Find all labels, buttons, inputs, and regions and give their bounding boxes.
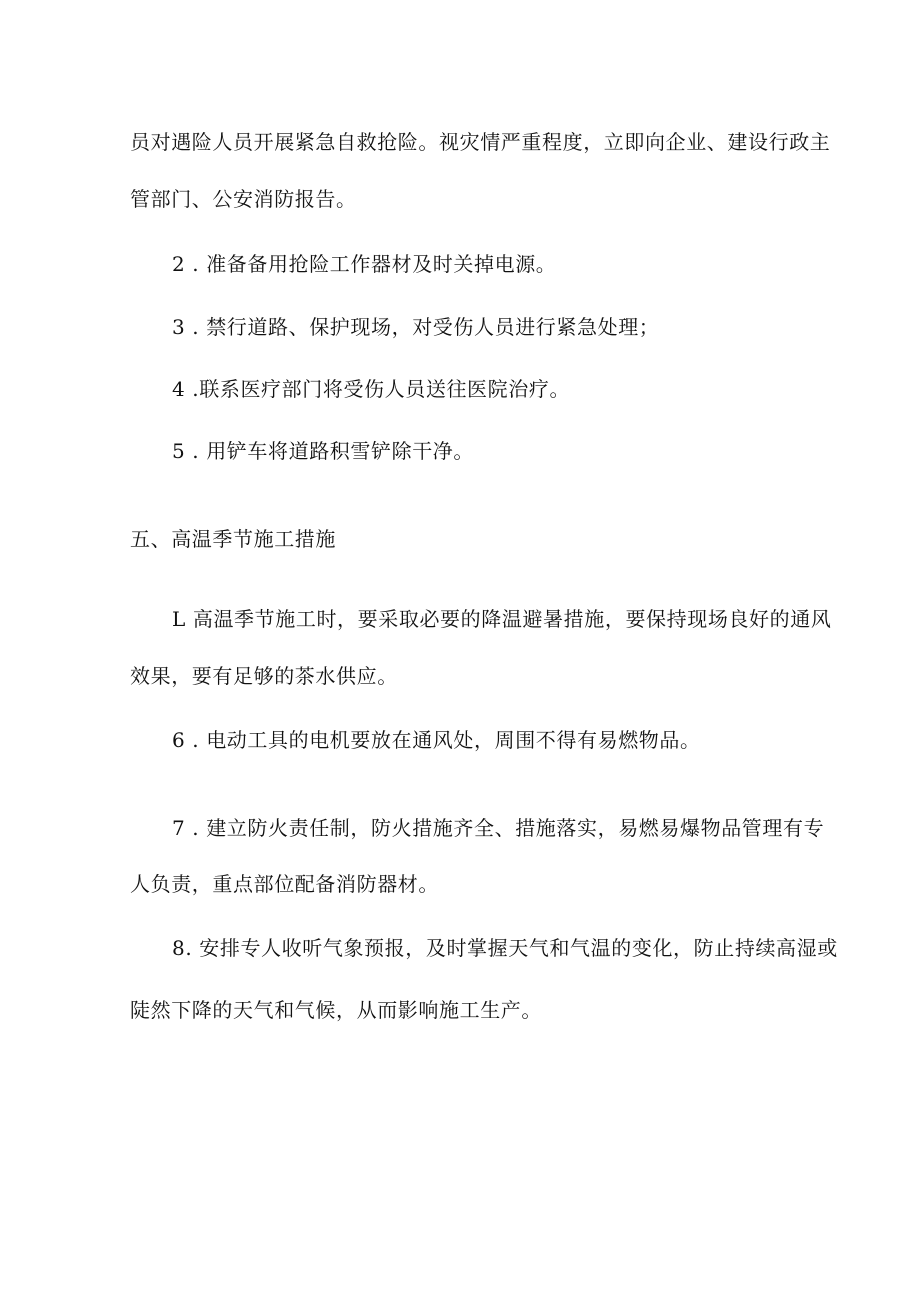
list-item: 2 . 准备备用抢险工作器材及时关掉电源。 (172, 252, 557, 276)
section-heading: 五、高温季节施工措施 (130, 527, 336, 551)
list-item: L 高温季节施工时，要采取必要的降温避暑措施，要保持现场良好的通风 (172, 607, 832, 631)
paragraph-line: 人负责，重点部位配备消防器材。 (130, 872, 439, 896)
list-item: 7 . 建立防火责任制，防火措施齐全、措施落实，易燃易爆物品管理有专 (172, 816, 825, 840)
paragraph-line: 陡然下降的天气和气候，从而影响施工生产。 (130, 998, 542, 1022)
list-item: 3 . 禁行道路、保护现场，对受伤人员进行紧急处理； (172, 315, 660, 339)
list-item: 6 . 电动工具的电机要放在通风处，周围不得有易燃物品。 (172, 728, 701, 752)
paragraph-line: 效果，要有足够的茶水供应。 (130, 664, 398, 688)
paragraph-line: 管部门、公安消防报告。 (130, 187, 357, 211)
list-item: 4 .联系医疗部门将受伤人员送往医院治疗。 (172, 377, 571, 401)
paragraph-line: 员对遇险人员开展紧急自救抢险。视灾情严重程度，立即向企业、建设行政主 (130, 130, 831, 154)
list-item: 5 . 用铲车将道路积雪铲除干净。 (172, 439, 474, 463)
list-item: 8. 安排专人收听气象预报，及时掌握天气和气温的变化，防止持续高湿或 (172, 936, 838, 960)
